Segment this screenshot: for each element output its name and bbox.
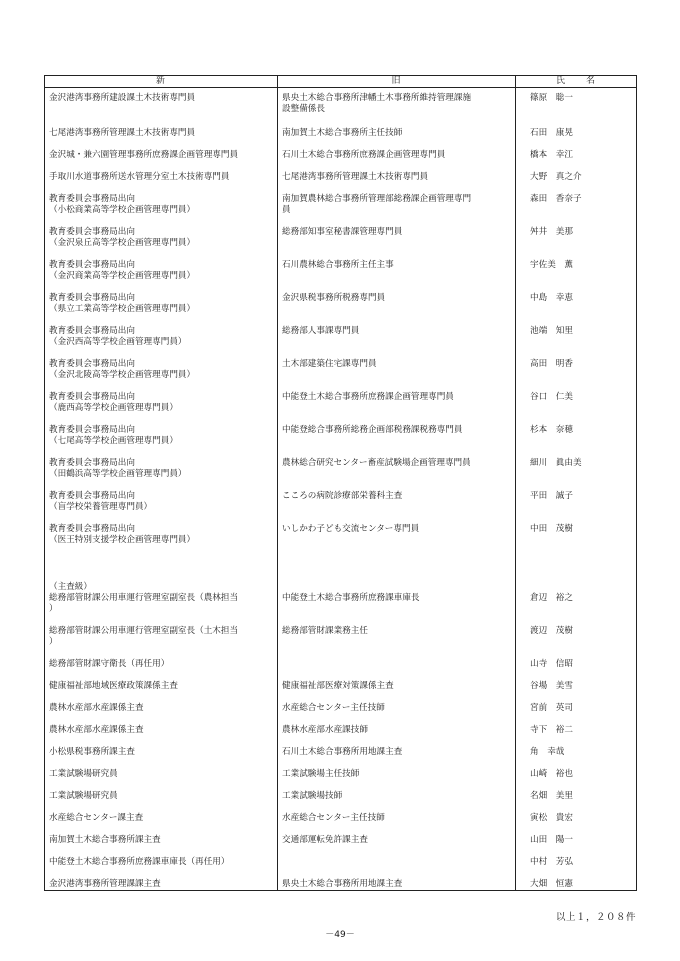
table-row [45, 868, 637, 891]
old-position-cell [278, 447, 516, 480]
header-old: 旧 [278, 76, 516, 88]
old-position-cell [278, 216, 516, 249]
person-name-line: 渡辺 茂樹 [530, 626, 573, 636]
old-position-cell [278, 513, 516, 546]
person-name-line: 篠原 聡一 [530, 93, 573, 103]
new-position-line: 農林水産部水産課係主査 [49, 703, 144, 713]
new-position-line: 教育委員会事務局出向 [49, 326, 135, 336]
new-position-line: （県立工業高等学校企画管理専門員） [49, 304, 196, 314]
old-position-cell [278, 868, 516, 891]
table-row [45, 315, 637, 348]
person-name-line: 大畑 恒憲 [530, 879, 573, 889]
person-name-line: 池端 知里 [530, 326, 573, 336]
person-name-line: 中田 茂樹 [530, 524, 573, 534]
old-position-cell [278, 480, 516, 513]
new-position-cell [45, 115, 278, 139]
old-position-line: 石川農林総合事務所主任主事 [282, 260, 394, 270]
old-position-line: 七尾港湾事務所管理課土木技術専門員 [282, 172, 429, 182]
person-name-cell [516, 868, 637, 891]
table-row [45, 546, 637, 615]
new-position-line: ） [49, 637, 58, 647]
total-count: 以上１，２０８件 [555, 912, 636, 923]
person-name-line: 杉本 奈穂 [530, 425, 573, 435]
new-position-line: 教育委員会事務局出向 [49, 392, 135, 402]
old-position-line: 水産総合センター主任技師 [282, 703, 385, 713]
old-position-line: 県央土木総合事務所用地課主査 [282, 879, 403, 889]
table-row [45, 447, 637, 480]
old-position-line: こころの病院診療部栄養科主査 [282, 491, 403, 501]
new-position-line: 教育委員会事務局出向 [49, 227, 135, 237]
new-position-cell [45, 780, 278, 802]
old-position-line: 南加賀土木総合事務所主任技師 [282, 128, 403, 138]
person-name-line: 中島 幸恵 [530, 293, 573, 303]
old-position-line: 農林水産部水産課技師 [282, 725, 368, 735]
old-position-line: 中能登総合事務所総務企画部税務課税務専門員 [282, 425, 463, 435]
new-position-cell [45, 183, 278, 216]
person-name-line: 細川 眞由美 [530, 458, 582, 468]
person-name-cell [516, 183, 637, 216]
table-row [45, 692, 637, 714]
old-position-line: 総務部管財課業務主任 [282, 626, 368, 636]
table-row [45, 348, 637, 381]
new-position-line: 手取川水道事務所送水管理分室土木技術専門員 [49, 172, 230, 182]
table-row [45, 824, 637, 846]
old-position-line: 員 [282, 205, 291, 215]
header-name: 氏 名 [516, 76, 637, 88]
old-position-cell [278, 692, 516, 714]
new-position-cell [45, 824, 278, 846]
new-position-cell [45, 670, 278, 692]
old-position-cell [278, 714, 516, 736]
new-position-cell [45, 216, 278, 249]
old-position-line: 交通部運転免許課主査 [282, 835, 368, 845]
old-position-cell [278, 846, 516, 868]
old-position-cell [278, 615, 516, 648]
new-position-line: 総務部管財課公用車運行管理室副室長（土木担当 [49, 626, 239, 636]
new-position-line: 教育委員会事務局出向 [49, 260, 135, 270]
table-row [45, 648, 637, 670]
new-position-line: 教育委員会事務局出向 [49, 458, 135, 468]
new-position-cell [45, 139, 278, 161]
new-position-line: 金沢城・兼六園管理事務所庶務課企画管理専門員 [49, 150, 239, 160]
new-position-line: 総務部管財課守衛長（再任用） [49, 659, 170, 669]
table-row [45, 414, 637, 447]
person-name-cell [516, 414, 637, 447]
person-name-cell [516, 348, 637, 381]
person-name-cell [516, 648, 637, 670]
new-position-cell [45, 88, 278, 116]
new-position-cell [45, 161, 278, 183]
old-position-cell [278, 348, 516, 381]
old-position-cell [278, 546, 516, 615]
new-position-cell [45, 414, 278, 447]
person-name-cell [516, 802, 637, 824]
personnel-table [44, 75, 637, 891]
old-position-cell [278, 758, 516, 780]
new-position-line: （田鶴浜高等学校企画管理専門員） [49, 469, 187, 479]
old-position-cell [278, 282, 516, 315]
old-position-line: 設整備係長 [282, 104, 325, 114]
new-position-line: 教育委員会事務局出向 [49, 491, 135, 501]
new-position-line: （七尾高等学校企画管理専門員） [49, 436, 178, 446]
person-name-cell [516, 736, 637, 758]
new-position-cell [45, 447, 278, 480]
table-row [45, 381, 637, 414]
person-name-line: 宮前 英司 [530, 703, 573, 713]
new-position-line: 教育委員会事務局出向 [49, 524, 135, 534]
person-name-cell [516, 480, 637, 513]
person-name-cell [516, 780, 637, 802]
person-name-cell [516, 115, 637, 139]
table-row [45, 714, 637, 736]
new-position-line: （鹿西高等学校企画管理専門員） [49, 403, 178, 413]
new-position-cell [45, 546, 278, 615]
new-position-cell [45, 868, 278, 891]
person-name-cell [516, 88, 637, 116]
new-position-line: （主査級） [49, 582, 92, 592]
new-position-line: 七尾港湾事務所管理課土木技術専門員 [49, 128, 196, 138]
old-position-line: 工業試験場技師 [282, 791, 343, 801]
table-row [45, 282, 637, 315]
table-row [45, 670, 637, 692]
person-name-cell [516, 315, 637, 348]
new-position-line: 南加賀土木総合事務所課主査 [49, 835, 161, 845]
table-row [45, 736, 637, 758]
new-position-line: 金沢港湾事務所建設課土木技術専門員 [49, 93, 196, 103]
person-name-cell [516, 714, 637, 736]
table-row [45, 249, 637, 282]
table-row [45, 88, 637, 116]
new-position-line: （小松商業高等学校企画管理専門員） [49, 205, 196, 215]
new-position-line: （金沢泉丘高等学校企画管理専門員） [49, 238, 196, 248]
table-row [45, 183, 637, 216]
person-name-cell [516, 670, 637, 692]
new-position-cell [45, 348, 278, 381]
old-position-line: 土木部建築住宅課専門員 [282, 359, 377, 369]
person-name-cell [516, 546, 637, 615]
table-row [45, 780, 637, 802]
new-position-line: 工業試験場研究員 [49, 769, 118, 779]
new-position-cell [45, 615, 278, 648]
old-position-line: 工業試験場主任技師 [282, 769, 360, 779]
person-name-cell [516, 381, 637, 414]
person-name-line: 森田 香奈子 [530, 194, 582, 204]
old-position-cell [278, 780, 516, 802]
new-position-line: （金沢西高等学校企画管理専門員） [49, 337, 187, 347]
new-position-line: （盲学校栄養管理専門員） [49, 502, 153, 512]
new-position-line: （金沢商業高等学校企画管理専門員） [49, 271, 196, 281]
new-position-line: 工業試験場研究員 [49, 791, 118, 801]
person-name-line: 角 幸哉 [530, 747, 565, 757]
header-new: 新 [45, 76, 278, 88]
table-row [45, 161, 637, 183]
table-row [45, 139, 637, 161]
old-position-cell [278, 736, 516, 758]
table-row [45, 216, 637, 249]
new-position-line: ） [49, 604, 58, 614]
page-number: －49－ [325, 930, 355, 940]
person-name-line: 高田 明香 [530, 359, 573, 369]
old-position-line: 農林総合研究センター畜産試験場企画管理専門員 [282, 458, 471, 468]
new-position-line: 農林水産部水産課係主査 [49, 725, 144, 735]
person-name-line: 谷場 美雪 [530, 681, 573, 691]
old-position-cell [278, 414, 516, 447]
old-position-cell [278, 824, 516, 846]
new-position-cell [45, 802, 278, 824]
new-position-cell [45, 692, 278, 714]
person-name-cell [516, 824, 637, 846]
new-position-line: 健康福祉部地域医療政策課係主査 [49, 681, 178, 691]
old-position-line: 総務部知事室秘書課管理専門員 [282, 227, 403, 237]
old-position-line: 水産総合センター主任技師 [282, 813, 385, 823]
old-position-line: 中能登土木総合事務所庶務課車庫長 [282, 593, 420, 603]
old-position-line: 石川土木総合事務所庶務課企画管理専門員 [282, 150, 446, 160]
new-position-cell [45, 249, 278, 282]
table-row [45, 846, 637, 868]
new-position-line: （金沢北陵高等学校企画管理専門員） [49, 370, 196, 380]
new-position-cell [45, 714, 278, 736]
person-name-cell [516, 282, 637, 315]
person-name-cell [516, 447, 637, 480]
old-position-cell [278, 315, 516, 348]
person-name-cell [516, 692, 637, 714]
old-position-line: 県央土木総合事務所津幡土木事務所維持管理課施 [282, 93, 472, 103]
old-position-cell [278, 115, 516, 139]
person-name-cell [516, 139, 637, 161]
old-position-cell [278, 88, 516, 116]
new-position-line: 教育委員会事務局出向 [49, 425, 135, 435]
old-position-cell [278, 139, 516, 161]
person-name-cell [516, 758, 637, 780]
person-name-cell [516, 513, 637, 546]
person-name-cell [516, 615, 637, 648]
new-position-cell [45, 736, 278, 758]
old-position-line: 総務部人事課専門員 [282, 326, 360, 336]
person-name-line: 山崎 裕也 [530, 769, 573, 779]
old-position-line: 石川土木総合事務所用地課主査 [282, 747, 403, 757]
table-row [45, 615, 637, 648]
person-name-line: 倉辺 裕之 [530, 593, 573, 603]
table-row [45, 480, 637, 513]
person-name-cell [516, 161, 637, 183]
new-position-cell [45, 381, 278, 414]
person-name-cell [516, 846, 637, 868]
new-position-line: 中能登土木総合事務所庶務課車庫長（再任用） [49, 857, 230, 867]
new-position-cell [45, 648, 278, 670]
person-name-line: 平田 誠子 [530, 491, 573, 501]
new-position-line: 小松県税事務所課主査 [49, 747, 135, 757]
new-position-line: 教育委員会事務局出向 [49, 293, 135, 303]
new-position-line: 水産総合センター課主査 [49, 813, 144, 823]
table-header-row [45, 76, 637, 88]
old-position-line: 金沢県税事務所税務専門員 [282, 293, 386, 303]
old-position-line: 健康福祉部医療対策課係主査 [282, 681, 394, 691]
old-position-cell [278, 183, 516, 216]
new-position-cell [45, 513, 278, 546]
new-position-cell [45, 480, 278, 513]
person-name-line: 名畑 美里 [530, 791, 573, 801]
old-position-cell [278, 648, 516, 670]
person-name-line: 谷口 仁美 [530, 392, 573, 402]
new-position-line: 教育委員会事務局出向 [49, 194, 135, 204]
new-position-cell [45, 315, 278, 348]
new-position-line: （医王特別支援学校企画管理専門員） [49, 535, 196, 545]
person-name-line: 寅松 貴宏 [530, 813, 573, 823]
new-position-cell [45, 282, 278, 315]
person-name-line: 宇佐美 薫 [530, 260, 573, 270]
old-position-cell [278, 381, 516, 414]
table-row [45, 513, 637, 546]
new-position-line: 金沢港湾事務所管理課課主査 [49, 879, 161, 889]
person-name-line: 橋本 幸江 [530, 150, 573, 160]
old-position-cell [278, 802, 516, 824]
old-position-line: 中能登土木総合事務所庶務課企画管理専門員 [282, 392, 454, 402]
new-position-cell [45, 758, 278, 780]
table-row [45, 802, 637, 824]
old-position-cell [278, 670, 516, 692]
person-name-line: 山田 陽一 [530, 835, 573, 845]
person-name-line: 山寺 信昭 [530, 659, 573, 669]
person-name-line: 寺下 裕二 [530, 725, 573, 735]
old-position-line: 南加賀農林総合事務所管理部総務課企画管理専門 [282, 194, 472, 204]
table-row [45, 115, 637, 139]
old-position-cell [278, 249, 516, 282]
person-name-line: 中村 芳弘 [530, 857, 573, 867]
person-name-line: 大野 真之介 [530, 172, 582, 182]
person-name-line: 舛井 美那 [530, 227, 573, 237]
old-position-cell [278, 161, 516, 183]
table-row [45, 758, 637, 780]
person-name-line: 石田 康晃 [530, 128, 573, 138]
new-position-line: 教育委員会事務局出向 [49, 359, 135, 369]
new-position-cell [45, 846, 278, 868]
old-position-line: いしかわ子ども交流センター専門員 [282, 524, 420, 534]
person-name-cell [516, 249, 637, 282]
person-name-cell [516, 216, 637, 249]
new-position-line: 総務部管財課公用車運行管理室副室長（農林担当 [49, 593, 239, 603]
